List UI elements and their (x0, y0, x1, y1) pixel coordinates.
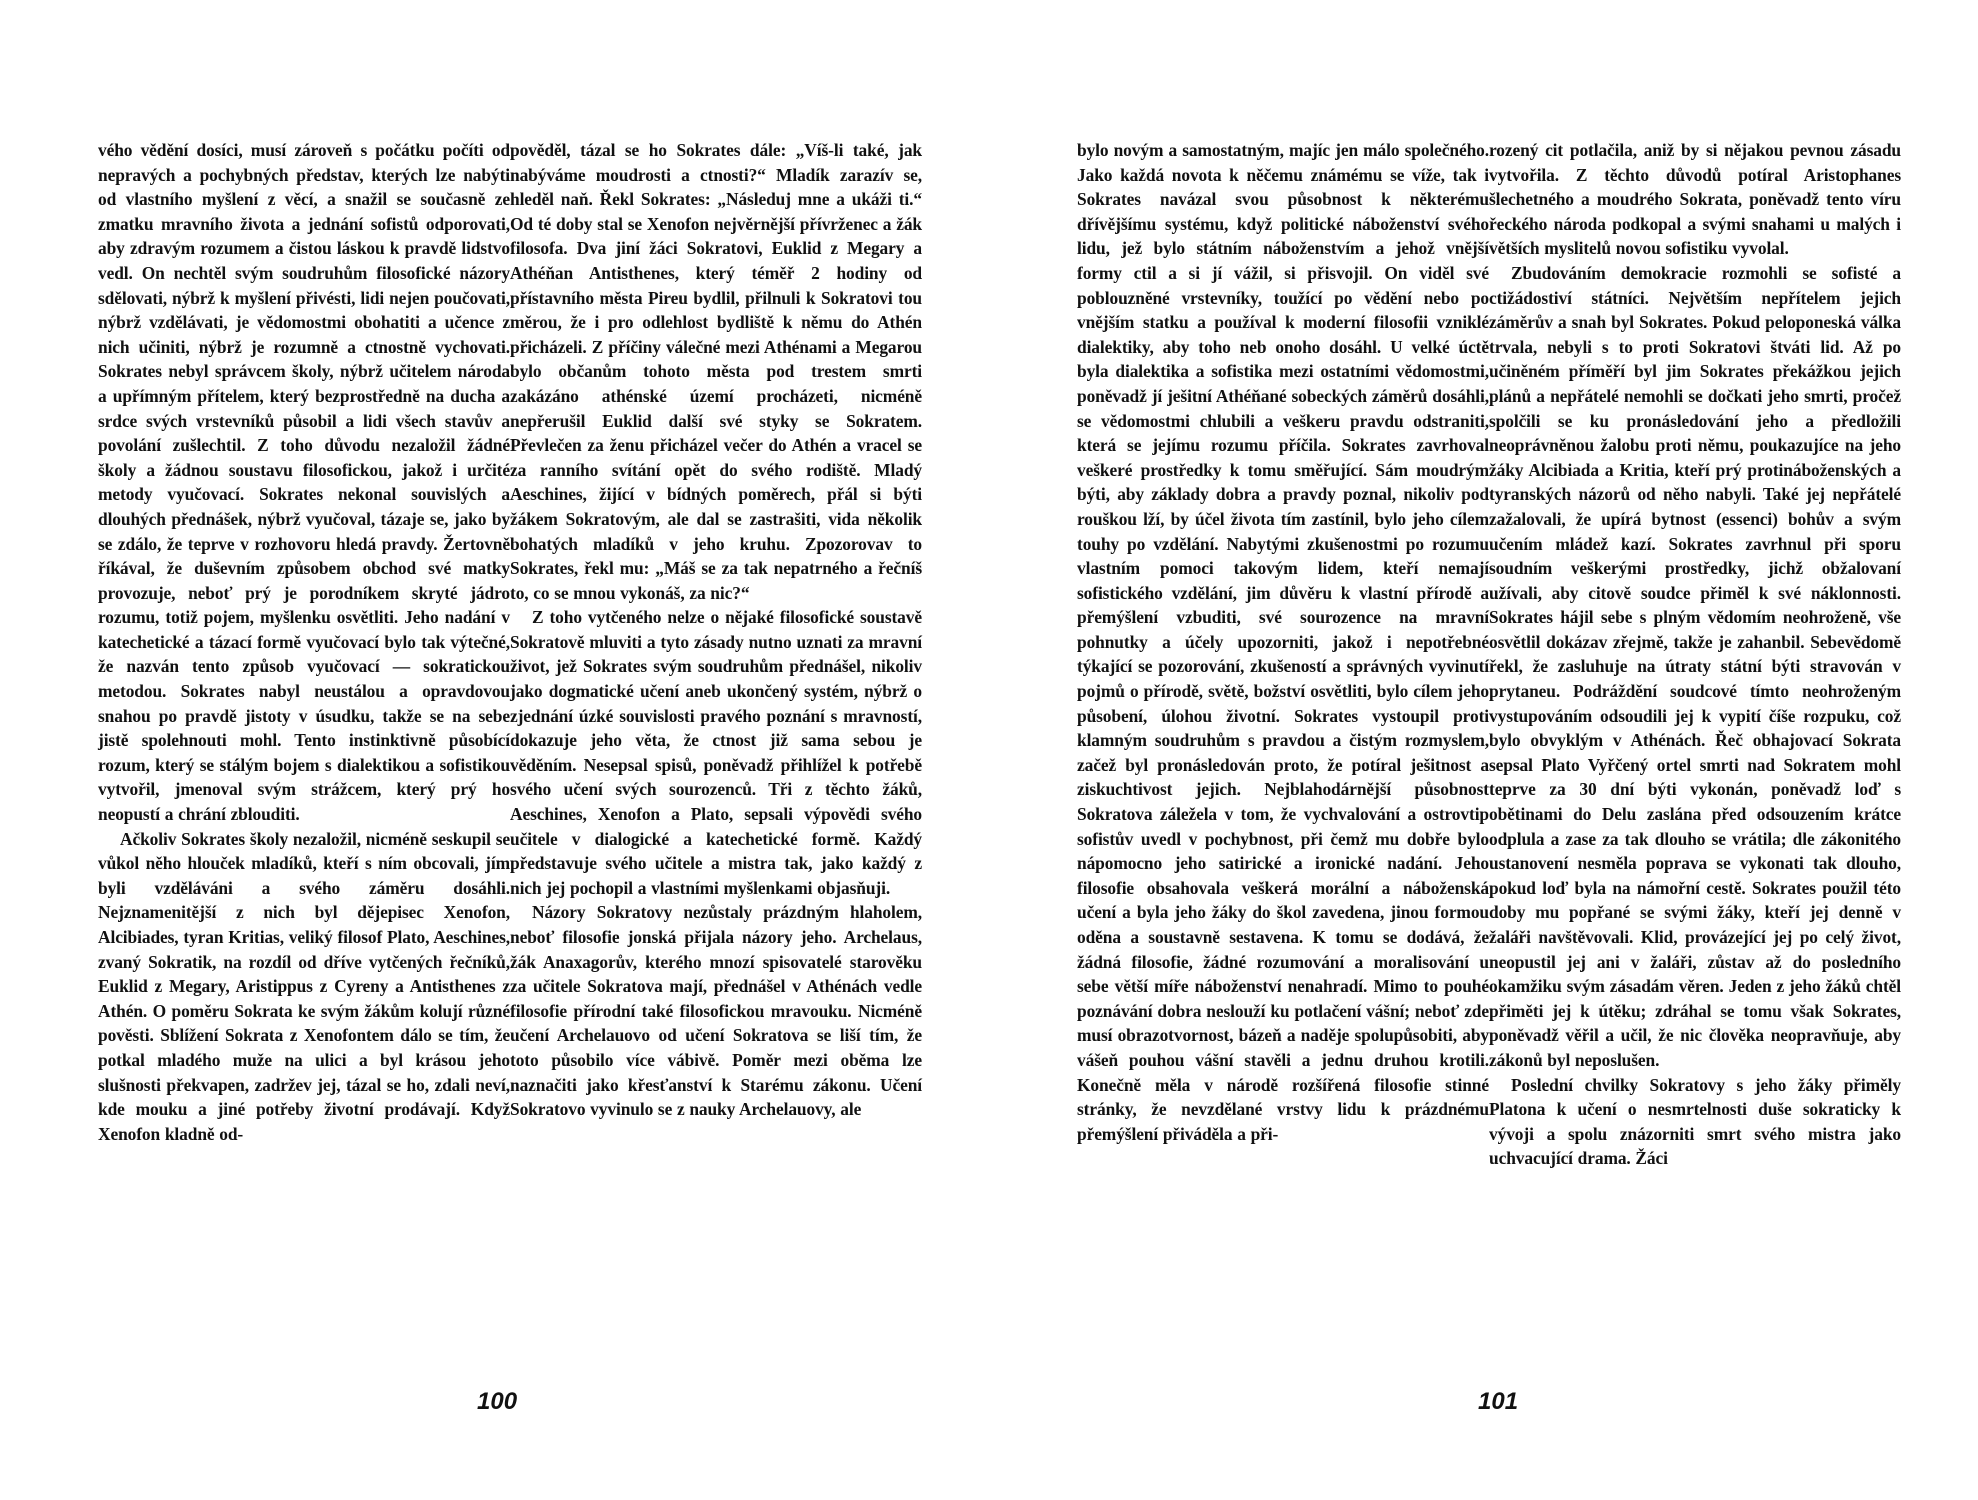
paragraph: Ačkoliv Sokrates školy nezaložil, nicméně seskupil se vůkol něho hlouček mladíků, kteří s ním obcovali, jím byli vzděláváni a svého záměru dosáhli. Nejznamenitější z nich byl dějepisec Xenofon, Alcibiades, tyran Kritias, veliký filosof Plato, Aeschines, zvaný Sokratik, na rozdíl od dříve vytčených řečníků, Euklid z Megary, Aristippus z Cyreny a Antisthenes z Athén. O poměru Sokrata ke svým žákům kolují různé pověsti. Sblížení Sokrata z Xenofontem dálo se tím, že potkal mladého muže na ulici a byl krásou jeho slušnosti překvapen, zadržev jej, tázal se ho, zdali neví, kde mouku a jiné potřeby životní prodávají. Když Xenofon kladně od- (98, 828, 510, 1144)
paragraph: Zbudováním demokracie rozmohli se sofisté a ctižádostiví státníci. Největším nepřítelem jejich záměrův a snah byl Sokrates. Pokud peloponeská válka trvala, nebyli s to proti Sokratovi štváti lid. Až po učiněném příměří byl jim Sokrates překážkou jejich plánů a nepřátelé nemohli se dočkati jeho smrti, pročež spolčili se ku pronásledování jeho a předložili neoprávněnou žalobu proti němu, poukazujíce na jeho žáky Alcibiada a Kritia, kteří prý protináboženských a tyranských názorů od něho nabyli. Také jej nepřátelé zažalovali, že upírá bytnost (essenci) bohův a svým učením mládež kazí. Sokrates zavrhnul při sporu soudním veškerými prostředky, jichž obžalovaní užívali, aby citově soudce přiměl k své náklonnosti. Sokrates hájil sebe s plným vědomím neohroženě, vše osvětlil dokázav zřejmě, takže je zahanbil. Sebevědomě řekl, že zasluhuje na útraty státní býti stravován v prytaneu. Podráždění soudcové tímto neohroženým vystupováním odsoudili jej k vypití číše rozpuku, což bylo obvyklým v Athénách. Řeč obhajovací Sokrata sepsal Plato Vyřčený ortel smrti nad Sokratem mohl teprve za 30 dní býti vykonán, poněvadž loď s obětinami do Delu zaslána před odsouzením krátce odplula a zase za tak dlouho se vrátila; dle zákonitého ustanovení nesměla poprava se vykonati tak dlouho, pokud loď byla na námořní cestě. Sokrates použil této doby mu popřané se svými žáky, kteří jej denně v žaláři navštěvovali. Klid, provázející jej po celý život, neopustil jej ani v žaláři, zůstav až do posledního okamžiku svým zásadám věren. Jeden z jeho žáků chtěl přiměti jej k útěku; zdráhal se tomu však Sokrates, poněvadž věřil a učil, že nic člověka neopravňuje, aby zákonů byl neposlušen. (1489, 262, 1901, 1070)
paragraph: Názory Sokratovy nezůstaly prázdným hlaholem, neboť filosofie jonská přijala názory jeho. Archelaus, žák Anaxagorův, kterého mnozí spisovatelé starověku za učitele Sokratova mají, přednášel v Athénách vedle filosofie přírodní také filosofickou mravouku. Nicméně učení Archelauovo od učení Sokratova se liší tím, že toto působilo více vábivě. Poměr mezi oběma lze naznačiti jako křesťanství k Starému zákonu. Učení Sokratovo vyvinulo se z nauky Archelauovy, ale (510, 902, 922, 1120)
paragraph: Poslední chvilky Sokratovy s jeho žáky přiměly Platona k učení o nesmrtelnosti duše sokraticky k vývoji a spolu znázorniti smrt svého mistra jako uchvacující drama. Žáci (1489, 1074, 1901, 1169)
paragraph: vého vědění dosíci, musí zároveň s počátku počíti od nepravých a pochybných představ, kterých lze nabýti od vlastního myšlení z věcí, a snažil se současně ze zmatku mravního života a jednání sofistů odporovati, aby zdravým rozumem a čistou láskou k pravdě lidstvo vedl. On nechtěl svým soudruhům filosofické názory sdělovati, nýbrž k myšlení přivésti, lidi nejen poučovati, nýbrž vzdělávati, je vědomostmi obohatiti a učence z nich učiniti, nýbrž je rozumně a ctnostně vychovati. Sokrates nebyl správcem školy, nýbrž učitelem národa a upřímným přítelem, který bezprostředně na ducha a srdce svých vrstevníků působil a lidi všech stavův a povolání zušlechtil. Z toho důvodu nezaložil žádné školy a žádnou soustavu filosofickou, jakož i určité metody vyučovací. Sokrates nekonal souvislých a dlouhých přednášek, nýbrž vyučoval, tázaje se, jako by se zdálo, že teprve v rozhovoru hledá pravdy. Žertovně říkával, že duševním způsobem obchod své matky provozuje, neboť prý je porodníkem skryté jádro rozumu, totiž pojem, myšlenku osvětliti. Jeho nadání v katechetické a tázací formě vyučovací bylo tak výtečné, že nazván tento způsob vyučovací — sokratickou metodou. Sokrates nabyl neustálou a opravdovou snahou po pravdě jistoty v úsudku, takže se na sebe jistě spolehnouti mohl. Tento instinktivně působící rozum, který se stálým bojem s dialektikou a sofistikou vytvořil, jmenoval svým strážcem, který prý ho neopustí a chrání zblouditi. (98, 140, 510, 825)
right-page-column-1 (1077, 138, 1489, 1146)
paragraph: pověděl, tázal se ho Sokrates dále: „Víš-li také, jak nabýváme moudrosti a ctnosti?“ Mladík zarazív se, hleděl naň. Řekl Sokrates: „Následuj mne a ukáži ti.“ Od té doby stal se Xenofon nejvěrnější přívrženec a žák filosofa. Dva jiní žáci Sokratovi, Euklid z Megary a Athéňan Antisthenes, který téměř 2 hodiny od přístavního města Pireu bydlil, přilnuli k Sokratovi tou měrou, že i pro odlehlost bydliště k němu do Athén přicházeli. Z příčiny válečné mezi Athénami a Megarou bylo občanům tohoto města pod trestem smrti zakázáno athénské území procházeti, nicméně nepřerušil Euklid další své styky se Sokratem. Převlečen za ženu přicházel večer do Athén a vracel se za ranního svítání opět do svého rodiště. Mladý Aeschines, žijící v bídných poměrech, přál si býti žákem Sokratovým, ale dal se zastrašiti, vida několik bohatých mladíků v jeho kruhu. Zpozorovav to Sokrates, řekl mu: „Máš se za tak nepatrného a řečníš to, co se mnou vykonáš, za nic?“ (510, 140, 922, 603)
paragraph: bylo novým a samostatným, majíc jen málo společného. Jako každá novota k něčemu známému se víže, tak i Sokrates navázal svou působnost k některému dřívějšímu systému, když politické náboženství svého lidu, jež bylo státním náboženstvím a jehož vnější formy ctil a si jí vážil, si přisvojil. On viděl své poblouzněné vrstevníky, toužící po vědění nebo po vnějším statku a používal k moderní filosofii vzniklé dialektiky, aby toho neb onoho dosáhl. U velké úctě byla dialektika a sofistika mezi ostatními vědomostmi, poněvadž jí ješitní Athéňané sobeckých záměrů dosáhli, se vědomostmi chlubili a veškeru pravdu odstraniti, která se jejímu rozumu příčila. Sokrates zavrhoval veškeré prostředky k tomu směřující. Sám moudrým býti, aby základy dobra a pravdy poznal, nikoliv pod rouškou lží, by účel života tím zastínil, bylo jeho cílem touhy po vzdělání. Nabytými zkušenostmi po rozumu vlastním pomoci takovým lidem, kteří nemají sofistického vzdělání, jim důvěru k vlastní přírodě a přemýšlení vzbuditi, své sourozence na mravní pohnutky a účely upozorniti, jakož i nepotřebné týkající se pozorování, zkušeností a správných vyvinutí pojmů o přírodě, světě, božství osvětliti, bylo cílem jeho působení, úlohou životní. Sokrates vystoupil proti klamným soudruhům s pravdou a čistým rozmyslem, začež byl pronásledován proto, že potíral ješitnost a ziskuchtivost jejich. Nejblahodárnější působnost Sokratova záležela v tom, že vychvalování a ostrovtip sofistův uvedl v pochybnost, při čemž mu dobře bylo nápomocno jeho satirické a ironické nadání. Jeho filosofie obsahovala veškerá morální a náboženská učení a byla jeho žáky do škol zavedena, jinou formou oděna a soustavně sestavena. K tomu se dodává, že žádná filosofie, žádné rozumování a moralisování u sebe větší míře náboženství nenahradí. Mimo to pouhé poznávání dobra neslouží ku potlačení vášní; neboť zde musí obrazotvornost, bázeň a naděje spolupůsobiti, aby vášeň pouhou vášní stavěli a jednu druhou krotili. Konečně měla v národě rozšířená filosofie stinné stránky, že nevzdělané vrstvy lidu k prázdnému přemýšlení přiváděla a při- (1077, 140, 1489, 1144)
page-number: 101 (1478, 1388, 1519, 1415)
paragraph: rozený cit potlačila, aniž by si nějakou pevnou zásadu vytvořila. Z těchto důvodů potíral Aristophanes šlechetného a moudrého Sokrata, poněvadž tento víru řeckého národa podkopal a svými snahami u malých i větších myslitelů novou sofistiku vyvolal. (1489, 140, 1901, 259)
left-page-column-2 (510, 138, 922, 1122)
right-page (989, 0, 1978, 1500)
paragraph: Z toho vytčeného nelze o nějaké filosofické soustavě Sokratově mluviti a tyto zásady nutno uznati za mravní život, jež Sokrates svým soudruhům přednášel, nikoliv jako dogmatické učení aneb ukončený systém, nýbrž o zjednání úzké souvislosti pravého poznání s mravností, dokazuje jeho věta, že ctnost již sama sebou je věděním. Nesepsal spisů, poněvadž přihlížel k potřebě svého učení svých sourozenců. Tři z těchto žáků, Aeschines, Xenofon a Plato, sepsali výpovědi svého učitele v dialogické a katechetické formě. Každý představuje svého učitele a mistra tak, jako každý z nich jej pochopil a vlastními myšlenkami objasňuji. (510, 607, 922, 898)
right-page-column-2 (1489, 138, 1901, 1171)
left-page-column-1 (98, 138, 510, 1146)
page-number: 100 (477, 1388, 518, 1415)
